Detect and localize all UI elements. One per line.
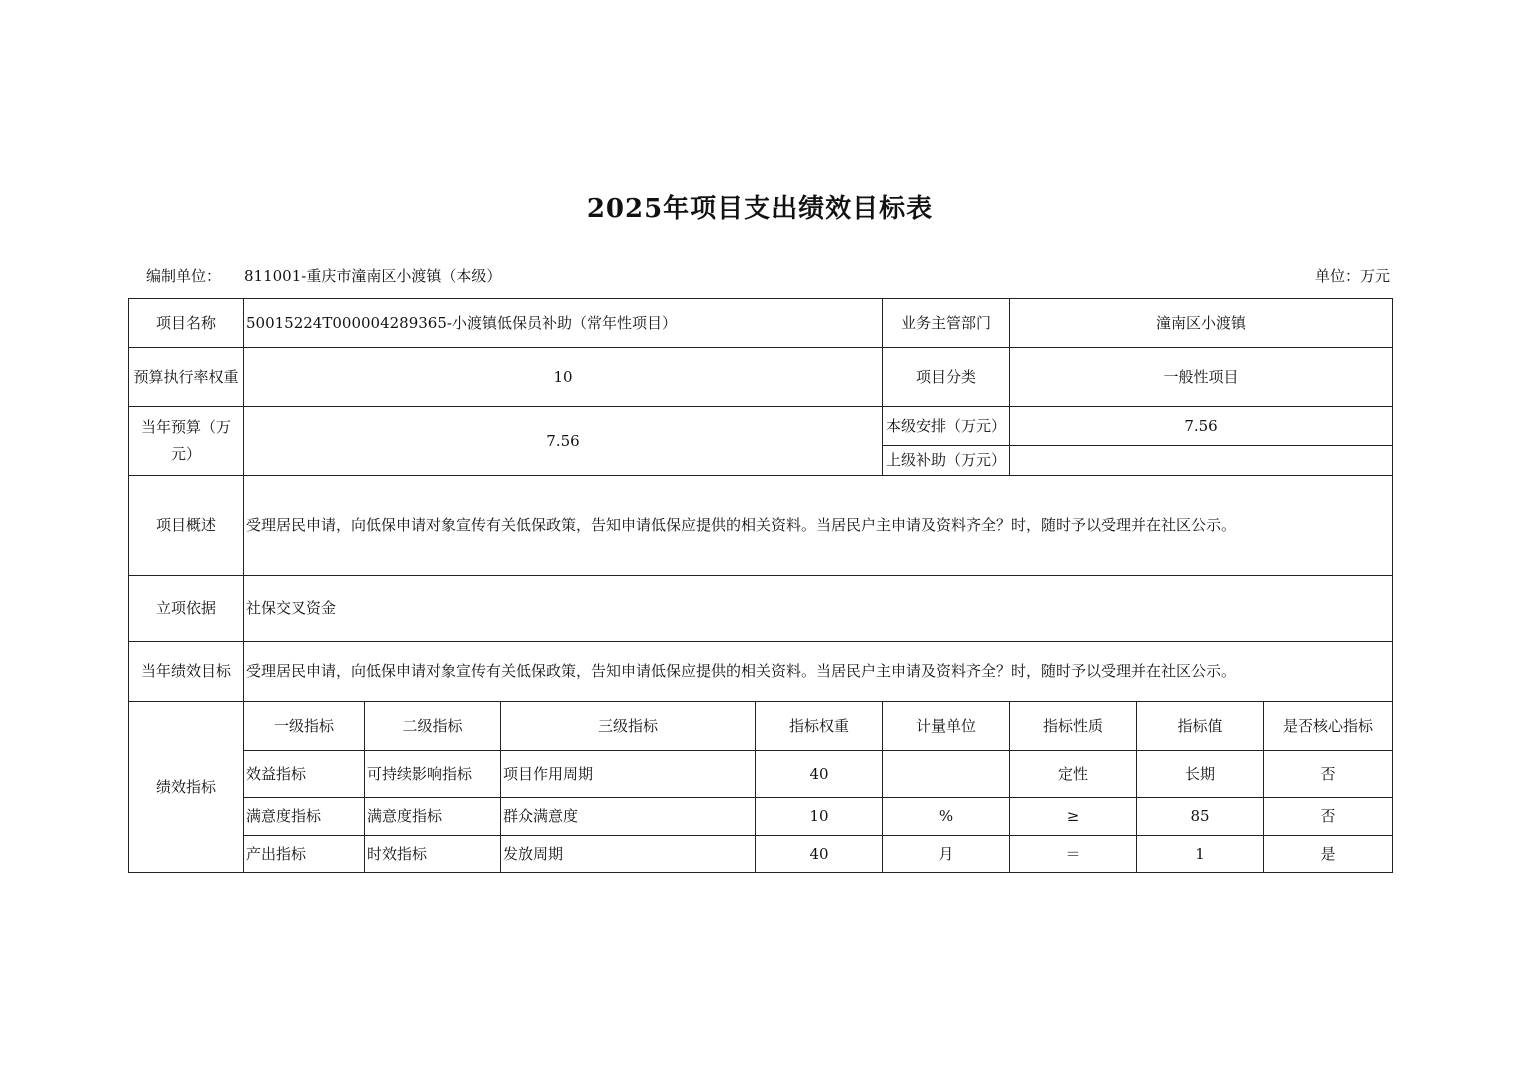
compiling-unit-value: 811001-重庆市潼南区小渡镇（本级） [244, 267, 502, 285]
header-level3: 三级指标 [501, 702, 756, 751]
indicator-weight: 40 [756, 836, 883, 873]
header-level1: 一级指标 [244, 702, 365, 751]
header-weight: 指标权重 [756, 702, 883, 751]
indicator-nature: ≥ [1010, 798, 1137, 836]
row-overview [129, 476, 1393, 576]
indicator-unit: 月 [883, 836, 1010, 873]
indicator-level3: 项目作用周期 [501, 751, 756, 798]
header-value: 指标值 [1137, 702, 1264, 751]
indicator-level1: 效益指标 [244, 751, 365, 798]
indicator-value: 1 [1137, 836, 1264, 873]
indicator-nature: ＝ [1010, 836, 1137, 873]
local-funding-label: 本级安排（万元） [883, 407, 1010, 446]
local-funding-value: 7.56 [1010, 407, 1393, 446]
upper-funding-label: 上级补助（万元） [883, 446, 1010, 476]
performance-table [128, 298, 1393, 873]
indicator-unit [883, 751, 1010, 798]
basis-value: 社保交叉资金 [244, 576, 1393, 642]
indicator-core: 否 [1264, 798, 1393, 836]
indicator-value: 85 [1137, 798, 1264, 836]
table-row [129, 751, 1393, 798]
page-title: 2025年项目支出绩效目标表 [586, 194, 934, 224]
indicator-value: 长期 [1137, 751, 1264, 798]
compiling-unit [146, 265, 501, 286]
upper-funding-value [1010, 446, 1393, 476]
row-budget-weight [129, 348, 1393, 407]
header-unit: 计量单位 [883, 702, 1010, 751]
dept-label: 业务主管部门 [883, 299, 1010, 348]
header-core: 是否核心指标 [1264, 702, 1393, 751]
budget-weight-value: 10 [244, 348, 883, 407]
goal-value: 受理居民申请，向低保申请对象宣传有关低保政策，告知申请低保应提供的相关资料。当居民户主申请及资料齐全？时，随时予以受理并在社区公示。 [244, 642, 1393, 702]
category-value: 一般性项目 [1010, 348, 1393, 407]
header-nature: 指标性质 [1010, 702, 1137, 751]
compiling-unit-label: 编制单位： [146, 267, 222, 285]
overview-value: 受理居民申请，向低保申请对象宣传有关低保政策，告知申请低保应提供的相关资料。当居民户主申请及资料齐全？时，随时予以受理并在社区公示。 [244, 476, 1393, 576]
header-level2: 二级指标 [365, 702, 501, 751]
annual-budget-value: 7.56 [244, 407, 883, 476]
table-row [129, 836, 1393, 873]
overview-label: 项目概述 [129, 476, 244, 576]
indicator-level3: 发放周期 [501, 836, 756, 873]
row-basis [129, 576, 1393, 642]
indicator-weight: 40 [756, 751, 883, 798]
table-row [129, 798, 1393, 836]
row-annual-budget [129, 407, 1393, 446]
indicator-level2: 时效指标 [365, 836, 501, 873]
indicator-core: 否 [1264, 751, 1393, 798]
category-label: 项目分类 [883, 348, 1010, 407]
row-goal [129, 642, 1393, 702]
indicator-header-row [129, 702, 1393, 751]
indicator-level1: 产出指标 [244, 836, 365, 873]
indicator-core: 是 [1264, 836, 1393, 873]
project-name-label: 项目名称 [129, 299, 244, 348]
indicator-nature: 定性 [1010, 751, 1137, 798]
indicator-level2: 可持续影响指标 [365, 751, 501, 798]
annual-budget-label: 当年预算（万元） [129, 407, 244, 476]
dept-value: 潼南区小渡镇 [1010, 299, 1393, 348]
row-project-name [129, 299, 1393, 348]
basis-label: 立项依据 [129, 576, 244, 642]
indicator-level3: 群众满意度 [501, 798, 756, 836]
indicator-weight: 10 [756, 798, 883, 836]
indicator-level2: 满意度指标 [365, 798, 501, 836]
indicator-unit: % [883, 798, 1010, 836]
indicator-level1: 满意度指标 [244, 798, 365, 836]
indicator-label: 绩效指标 [129, 702, 244, 873]
budget-weight-label: 预算执行率权重 [129, 348, 244, 407]
currency-unit: 单位：万元 [1314, 267, 1390, 285]
goal-label: 当年绩效目标 [129, 642, 244, 702]
project-name-value: 50015224T000004289365-小渡镇低保员补助（常年性项目） [244, 299, 883, 348]
